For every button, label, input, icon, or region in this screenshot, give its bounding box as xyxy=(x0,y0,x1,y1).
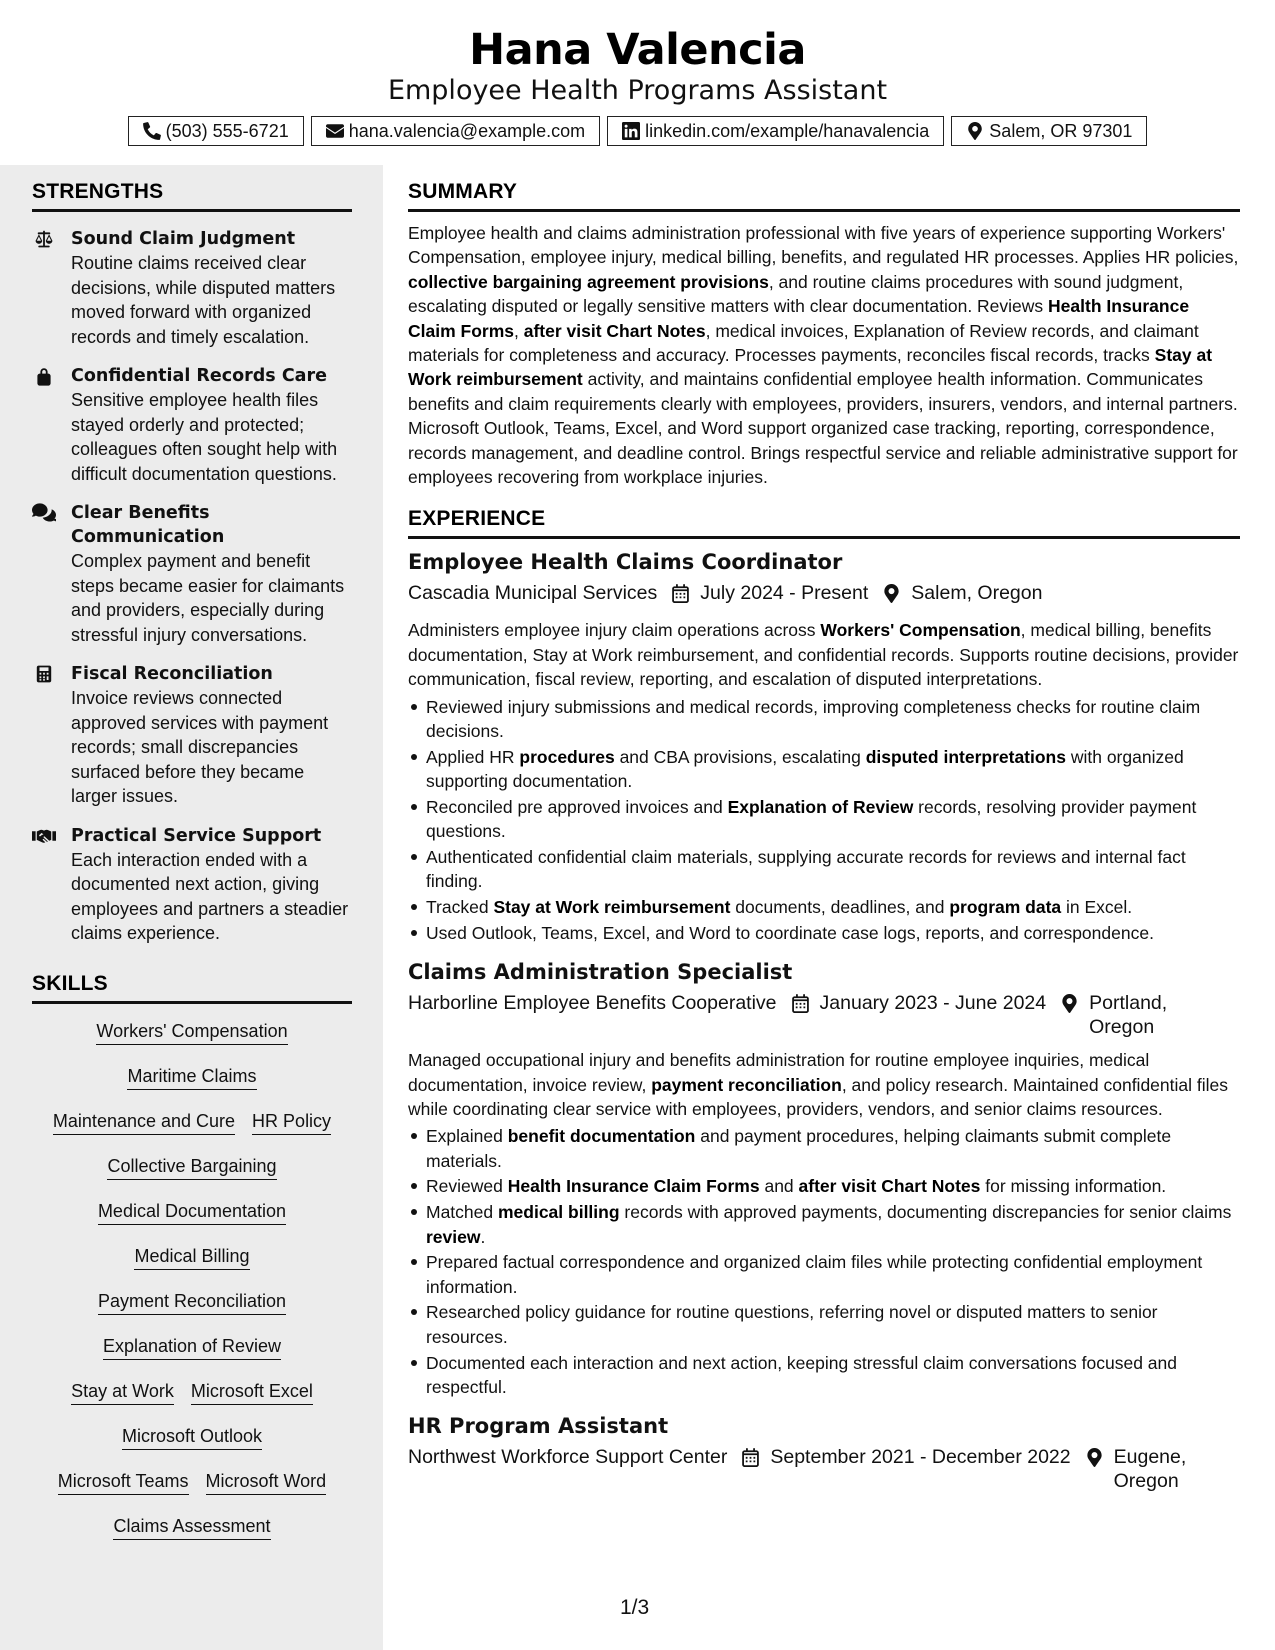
bullet-item xyxy=(426,1300,1240,1349)
bold-text: disputed interpretations xyxy=(865,746,1066,767)
bullet-item xyxy=(426,1250,1240,1299)
contact-email-text: hana.valencia@example.com xyxy=(348,120,586,141)
skill-tag: Maintenance and Cure xyxy=(53,1110,235,1135)
text-run: . xyxy=(480,1226,486,1247)
location-text: Eugene, Oregon xyxy=(1113,1446,1187,1493)
job-entry xyxy=(408,958,1240,1399)
contact-phone-text: (503) 555-6721 xyxy=(165,120,289,141)
text-run: Documented each interaction and next action, keeping stressful claim conversations focused and respectful. xyxy=(426,1352,1177,1397)
job-meta xyxy=(408,581,1240,609)
map-pin-icon xyxy=(1085,1445,1104,1473)
bold-text: Stay at Work reimbursement xyxy=(408,345,1213,390)
strength-title: Sound Claim Judgment xyxy=(71,229,296,249)
bullet-item xyxy=(426,845,1240,894)
text-run: and xyxy=(759,1176,799,1197)
strength-description: Complex payment and benefit steps became easier for claimants and providers, especially during stressful injury conversations. xyxy=(71,551,345,645)
calendar-icon xyxy=(671,581,690,609)
text-run: Employee health and claims administration professional with five years of experience supporting Workers' Compensation, employee injury, medical billing, benefits, and regulated HR processes. Applies HR policies, xyxy=(408,223,1239,268)
bold-text: procedures xyxy=(519,746,615,767)
text-run: Reviewed xyxy=(426,1176,508,1197)
skill-tag: Microsoft Teams xyxy=(58,1470,189,1495)
bullet-item xyxy=(426,1174,1240,1198)
bullet-item xyxy=(426,745,1240,794)
contact-location-text: Salem, OR 97301 xyxy=(989,120,1133,141)
text-run: for missing information. xyxy=(980,1176,1167,1197)
job-location xyxy=(1085,1445,1235,1493)
bullet-item xyxy=(426,1124,1240,1173)
text-run: , medical invoices, Explanation of Review records, and claimant materials for completeness and accuracy. Processes payments, reconciles fiscal records, tracks xyxy=(408,320,1199,366)
date-range: July 2024 - Present xyxy=(700,582,869,605)
skill-tag: Medical Documentation xyxy=(98,1200,286,1225)
bold-text: benefit documentation xyxy=(507,1126,696,1147)
job-dates xyxy=(671,581,868,609)
job-meta xyxy=(408,1445,1240,1493)
summary-text xyxy=(408,221,1240,489)
job-dates xyxy=(791,991,1047,1039)
strength-item xyxy=(32,364,352,486)
bullet-item xyxy=(426,795,1240,844)
bold-text: program data xyxy=(949,897,1062,918)
text-run: Explained xyxy=(426,1126,508,1147)
skill-tag: Microsoft Word xyxy=(206,1470,327,1495)
location-text: Salem, Oregon xyxy=(911,582,1043,605)
strength-title: Practical Service Support xyxy=(71,825,322,846)
bold-text: Explanation of Review xyxy=(727,796,914,817)
date-range: January 2023 - June 2024 xyxy=(819,992,1047,1015)
comments-icon xyxy=(32,503,56,523)
job-dates xyxy=(741,1445,1070,1493)
skill-tag: Payment Reconciliation xyxy=(98,1290,286,1315)
text-run: Prepared factual correspondence and organized claim files while protecting confidential employment information. xyxy=(426,1252,1203,1297)
bold-text: Stay at Work reimbursement xyxy=(493,897,731,918)
text-run: activity, and maintains confidential employee health information. Communicates benefits and claim requirements clearly with employees, providers, insurers, vendors, and internal partners. Microsoft Outlook, Teams, Excel, and Word support organized case tracking, reporting, correspondence, records management, and deadline control. Brings respectful service and reliable administrative support for employees recovering from workplace injuries. xyxy=(408,369,1238,488)
contact-linkedin-text: linkedin.com/example/hanavalencia xyxy=(645,120,930,141)
company-name: Northwest Workforce Support Center xyxy=(408,1446,728,1469)
strength-description: Each interaction ended with a documented next action, giving employees and partners a steadier claims experience. xyxy=(71,849,349,943)
contact-phone[interactable] xyxy=(128,116,304,146)
page-number: 1/3 xyxy=(620,1596,650,1619)
bold-text: review xyxy=(426,1226,481,1247)
skills-list xyxy=(32,1020,352,1540)
sidebar xyxy=(0,165,383,1650)
calendar-icon xyxy=(791,991,810,1019)
text-run: Applied HR xyxy=(426,746,520,767)
text-run: Reviewed injury submissions and medical records, improving completeness checks for routine claim decisions. xyxy=(426,696,1201,741)
strengths-heading: STRENGTHS xyxy=(32,180,352,212)
bold-text: after visit Chart Notes xyxy=(798,1176,981,1197)
job-location xyxy=(1060,991,1210,1039)
skill-tag: Medical Billing xyxy=(134,1245,249,1270)
skill-tag: Microsoft Outlook xyxy=(122,1425,262,1450)
strength-item xyxy=(32,227,352,349)
bold-text: Health Insurance Claim Forms xyxy=(507,1176,760,1197)
text-run: Administers employee injury claim operations across xyxy=(408,620,821,641)
strength-item xyxy=(32,501,352,647)
text-run: and payment procedures, helping claimants submit complete materials. xyxy=(426,1126,1172,1171)
skill-tag: Workers' Compensation xyxy=(96,1020,287,1045)
date-range: September 2021 - December 2022 xyxy=(770,1446,1071,1469)
job-company xyxy=(408,991,777,1039)
text-run: Researched policy guidance for routine questions, referring novel or disputed matters to senior resources. xyxy=(426,1302,1158,1347)
phone-icon xyxy=(143,122,161,140)
candidate-name: Hana Valencia xyxy=(469,25,806,75)
strength-item xyxy=(32,662,352,809)
job-title: Employee Health Claims Coordinator xyxy=(408,550,843,575)
map-pin-icon xyxy=(882,581,901,609)
company-name: Cascadia Municipal Services xyxy=(408,582,658,605)
strength-description: Sensitive employee health files stayed orderly and protected; colleagues often sought help with difficult documentation questions. xyxy=(71,390,338,484)
text-run: , medical billing, benefits documentation, Stay at Work reimbursement, and confidential records. Supports routine decisions, provider communication, fiscal review, reporting, and escalation of disputed interpretations. xyxy=(408,620,1239,690)
skills-heading: SKILLS xyxy=(32,972,352,1004)
bold-text: payment reconciliation xyxy=(651,1074,842,1095)
job-entry xyxy=(408,1412,1240,1493)
skill-tag: Stay at Work xyxy=(71,1380,174,1405)
text-run: Managed occupational injury and benefits administration for routine employee inquiries, medical documentation, invoice review, xyxy=(408,1050,1150,1095)
text-run: Tracked xyxy=(426,897,494,918)
text-run: , and routine claims procedures with sound judgment, escalating disputed or legally sensitive matters with clear documentation. Reviews xyxy=(408,271,1184,317)
text-run: records with approved payments, documenting discrepancies for senior claims xyxy=(619,1202,1232,1223)
text-run: records, resolving provider payment questions. xyxy=(426,796,1197,842)
bullet-item xyxy=(426,1200,1240,1249)
main-content xyxy=(408,180,1240,1493)
bullet-item xyxy=(426,1351,1240,1400)
experience-list xyxy=(408,548,1240,1493)
bullet-item xyxy=(426,695,1240,744)
skill-tag: HR Policy xyxy=(252,1110,331,1135)
linkedin-icon xyxy=(622,122,640,140)
calendar-icon xyxy=(741,1445,760,1473)
envelope-icon xyxy=(326,122,344,140)
job-summary xyxy=(408,618,1240,691)
contact-location[interactable] xyxy=(951,116,1147,146)
location-text: Portland, Oregon xyxy=(1089,992,1168,1039)
bullet-item xyxy=(426,895,1240,919)
strength-title: Confidential Records Care xyxy=(71,366,327,386)
job-title: HR Program Assistant xyxy=(408,1414,669,1439)
resume-header xyxy=(0,0,1275,165)
company-name: Harborline Employee Benefits Cooperative xyxy=(408,992,777,1015)
scales-icon xyxy=(32,229,56,249)
contact-email[interactable] xyxy=(311,116,600,146)
job-bullets xyxy=(408,695,1240,945)
map-pin-icon xyxy=(966,122,984,140)
lock-icon xyxy=(32,366,56,386)
candidate-title: Employee Health Programs Assistant xyxy=(387,75,888,106)
strength-title: Fiscal Reconciliation xyxy=(71,664,273,684)
job-summary xyxy=(408,1048,1240,1121)
strength-title: Clear Benefits Communication xyxy=(71,503,225,547)
job-company xyxy=(408,1445,727,1493)
strength-item xyxy=(32,824,352,946)
skill-tag: Claims Assessment xyxy=(113,1515,270,1540)
summary-heading: SUMMARY xyxy=(408,180,1240,212)
text-run: documents, deadlines, and xyxy=(730,897,950,918)
skill-tag: Microsoft Excel xyxy=(191,1380,313,1405)
contact-bar xyxy=(0,116,1275,146)
text-run: and CBA provisions, escalating xyxy=(614,746,866,767)
bold-text: collective bargaining agreement provisions xyxy=(408,271,769,292)
text-run: Used Outlook, Teams, Excel, and Word to coordinate case logs, reports, and correspondence. xyxy=(426,922,1154,943)
contact-linkedin[interactable] xyxy=(607,116,944,146)
bold-text: medical billing xyxy=(497,1202,620,1223)
strength-description: Routine claims received clear decisions, while disputed matters moved forward with organized records and timely escalation. xyxy=(71,253,336,347)
text-run: with organized supporting documentation. xyxy=(426,746,1184,792)
experience-heading: EXPERIENCE xyxy=(408,507,1240,539)
strength-description: Invoice reviews connected approved services with payment records; small discrepancies surfaced before they became larger issues. xyxy=(71,688,329,806)
job-company xyxy=(408,581,657,609)
text-run: in Excel. xyxy=(1061,897,1133,918)
job-entry xyxy=(408,548,1240,945)
map-pin-icon xyxy=(1060,991,1079,1019)
bullet-item xyxy=(426,921,1240,945)
bold-text: Health Insurance Claim Forms xyxy=(408,296,1190,341)
calculator-icon xyxy=(32,664,56,684)
skill-tag: Explanation of Review xyxy=(103,1335,281,1360)
skill-tag: Maritime Claims xyxy=(127,1065,256,1090)
job-title: Claims Administration Specialist xyxy=(408,960,793,985)
text-run: , xyxy=(514,320,524,341)
text-run: Authenticated confidential claim materials, supplying accurate records for reviews and internal fact finding. xyxy=(426,846,1186,892)
bold-text: after visit Chart Notes xyxy=(523,320,706,341)
bold-text: Workers' Compensation xyxy=(820,620,1021,641)
job-meta xyxy=(408,991,1240,1039)
text-run: Matched xyxy=(426,1202,498,1223)
text-run: Reconciled pre approved invoices and xyxy=(426,796,728,817)
text-run: , and policy research. Maintained confidential files while coordinating clear service with employees, providers, vendors, and senior claims resources. xyxy=(408,1074,1229,1119)
skill-tag: Collective Bargaining xyxy=(107,1155,276,1180)
handshake-icon xyxy=(32,826,56,846)
job-bullets xyxy=(408,1124,1240,1399)
job-location xyxy=(882,581,1042,609)
